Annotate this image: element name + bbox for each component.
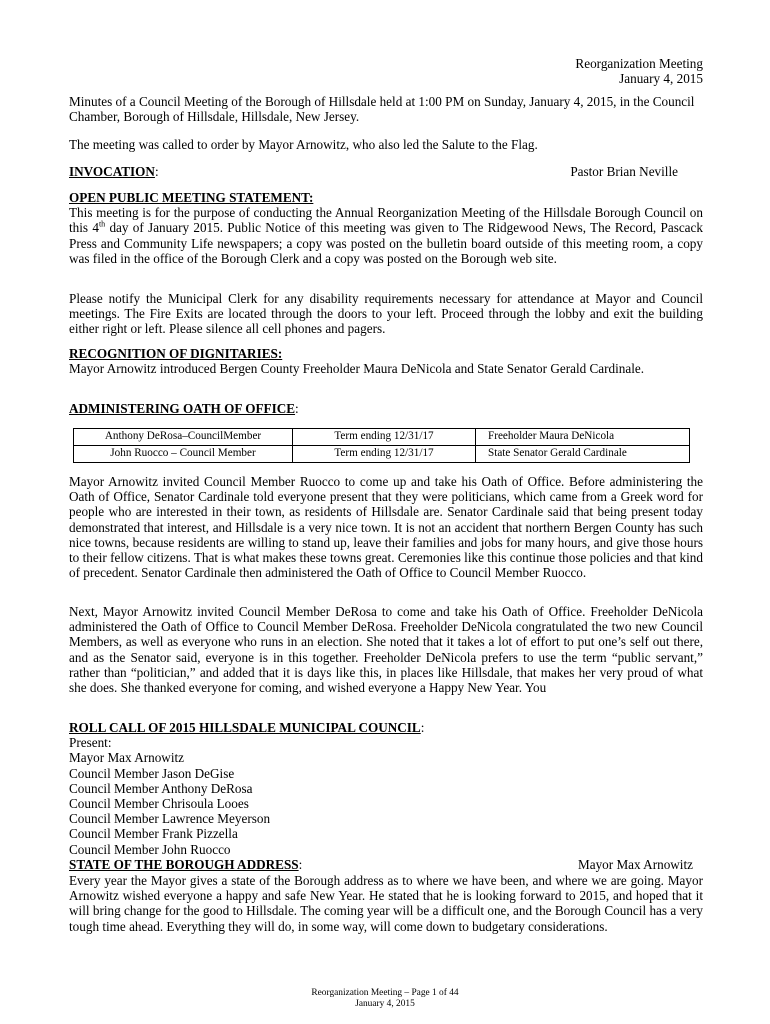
header-date: January 4, 2015 (619, 71, 703, 87)
opma-section (69, 190, 703, 266)
state-address-heading: STATE OF THE BOROUGH ADDRESS (69, 857, 299, 872)
oath-member-cell: Anthony DeRosa–CouncilMember (74, 429, 293, 446)
oath-member-cell: John Ruocco – Council Member (74, 446, 293, 463)
invocation-heading: INVOCATION (69, 164, 155, 179)
table-row (74, 429, 690, 446)
list-item: Council Member Jason DeGise (69, 765, 235, 781)
called-to-order: The meeting was called to order by Mayor Arnowitz, who also led the Salute to the Flag. (69, 137, 538, 152)
footer-page-number: Reorganization Meeting – Page 1 of 44 (311, 988, 459, 998)
table-row (74, 446, 690, 463)
header-title: Reorganization Meeting (575, 56, 703, 71)
opma-paragraph-1 (69, 205, 703, 266)
opma-p1-text: This meeting is for the purpose of conducting the Annual Reorganization Meeting of the Hillsdale Borough Council on this 4 (69, 205, 703, 236)
oath-heading-row (69, 401, 703, 416)
oath-heading: ADMINISTERING OATH OF OFFICE (69, 401, 296, 416)
oath-paragraph-1: Mayor Arnowitz invited Council Member Ruocco to come up and take his Oath of Office. Before administering the Oath of Office, Senator Cardinale told everyone present that they were politicians, which came from a Greek word for people who are interested in their town, as residents of Hillsdale are. Senator Cardinale said that being present today demonstrated that interest, and Hillsdale is a very nice town. It is not an accident that northern Bergen County has such nice towns, because residents are willing to stand up, leave their families and jobs for many hours, and give those hours to their fellow citizens. That is what makes these towns great. Ceremonies like this continue those policies and that kind of precedent. Senator Cardinale then administered the Oath of Office to Council Member Ruocco. (69, 474, 703, 581)
oath-official-cell: Freeholder Maura DeNicola (476, 429, 690, 446)
oath-term-cell: Term ending 12/31/17 (293, 446, 476, 463)
roll-call-colon: : (420, 720, 425, 735)
footer-date: January 4, 2015 (355, 999, 415, 1009)
dignitaries-heading: RECOGNITION OF DIGNITARIES: (69, 346, 283, 361)
present-label: Present: (69, 735, 112, 751)
list-item: Council Member Chrisoula Looes (69, 796, 249, 812)
oath-paragraph-2: Next, Mayor Arnowitz invited Council Member DeRosa to come and take his Oath of Office. Freeholder DeNicola administered the Oath of Office to Council Member DeRosa. Freeholder DeNicola congratulated the two new Council Members, as well as everyone who runs in an election. She noted that it takes a lot of effort to put one’s self out there, and as the Senator said, everyone is in this together. Freeholder DeNicola prefers to use the term “public servant,” rather than “politician,” and added that it is days like this, in places like Hillsdale, that makes her very proud of what she does. She thanked everyone for coming, and wished everyone a Happy New Year. You (69, 604, 703, 696)
dignitaries-text: Mayor Arnowitz introduced Bergen County Freeholder Maura DeNicola and State Senator Gerald Cardinale. (69, 361, 645, 377)
minutes-intro: Minutes of a Council Meeting of the Borough of Hillsdale held at 1:00 PM on Sunday, January 4, 2015, in the Council Chamber, Borough of Hillsdale, Hillsdale, New Jersey. (69, 94, 695, 125)
opma-p1-sup: th (98, 220, 106, 230)
list-item: Council Member Lawrence Meyerson (69, 811, 271, 827)
dignitaries-section (69, 346, 703, 376)
page-footer (0, 988, 770, 1010)
opma-p1-text-cont: day of January 2015. Public Notice of this meeting was given to The Ridgewood News, The Record, Pascack Press and Community Life newspapers; a copy was posted on the bulletin board outside of this meeting room, a copy was filed in the office of the Borough Clerk and a copy was posted on the Borough web site. (69, 220, 703, 266)
document-header (69, 56, 703, 86)
list-item: Council Member John Ruocco (69, 841, 231, 857)
state-address-speaker: Mayor Max Arnowitz (577, 857, 693, 872)
oath-official-cell: State Senator Gerald Cardinale (476, 446, 690, 463)
state-address-colon: : (298, 857, 303, 872)
opma-paragraph-2: Please notify the Municipal Clerk for any disability requirements necessary for attendance at Mayor and Council meetings. The Fire Exits are located through the doors to your left. Proceed through the lobby and exit the building either right or left. Please silence all cell phones and pagers. (69, 291, 703, 337)
list-item: Council Member Anthony DeRosa (69, 780, 253, 796)
oath-heading-colon: : (295, 401, 299, 416)
roll-call-heading: ROLL CALL OF 2015 HILLSDALE MUNICIPAL COUNCIL (69, 720, 421, 735)
state-address-text: Every year the Mayor gives a state of the Borough address as to where we have been, and where we are going. Mayor Arnowitz wished everyone a happy and safe New Year. He stated that he is looking forward to 2015, and hoped that it will bring change for the good to Hillsdale. The coming year will be a difficult one, and the Borough Council has a very tough time ahead. Everything they will do, in some way, will come down to budgetary considerations. (69, 873, 703, 934)
invocation-row (69, 164, 705, 179)
opma-heading: OPEN PUBLIC MEETING STATEMENT: (69, 190, 314, 205)
state-address-row (69, 857, 705, 872)
oath-table (73, 428, 690, 463)
list-item: Mayor Max Arnowitz (69, 750, 185, 766)
invocation-colon: : (154, 164, 159, 179)
oath-term-cell: Term ending 12/31/17 (293, 429, 476, 446)
invocation-person: Pastor Brian Neville (570, 164, 678, 179)
list-item: Council Member Frank Pizzella (69, 826, 238, 842)
roll-call-section (69, 720, 703, 857)
